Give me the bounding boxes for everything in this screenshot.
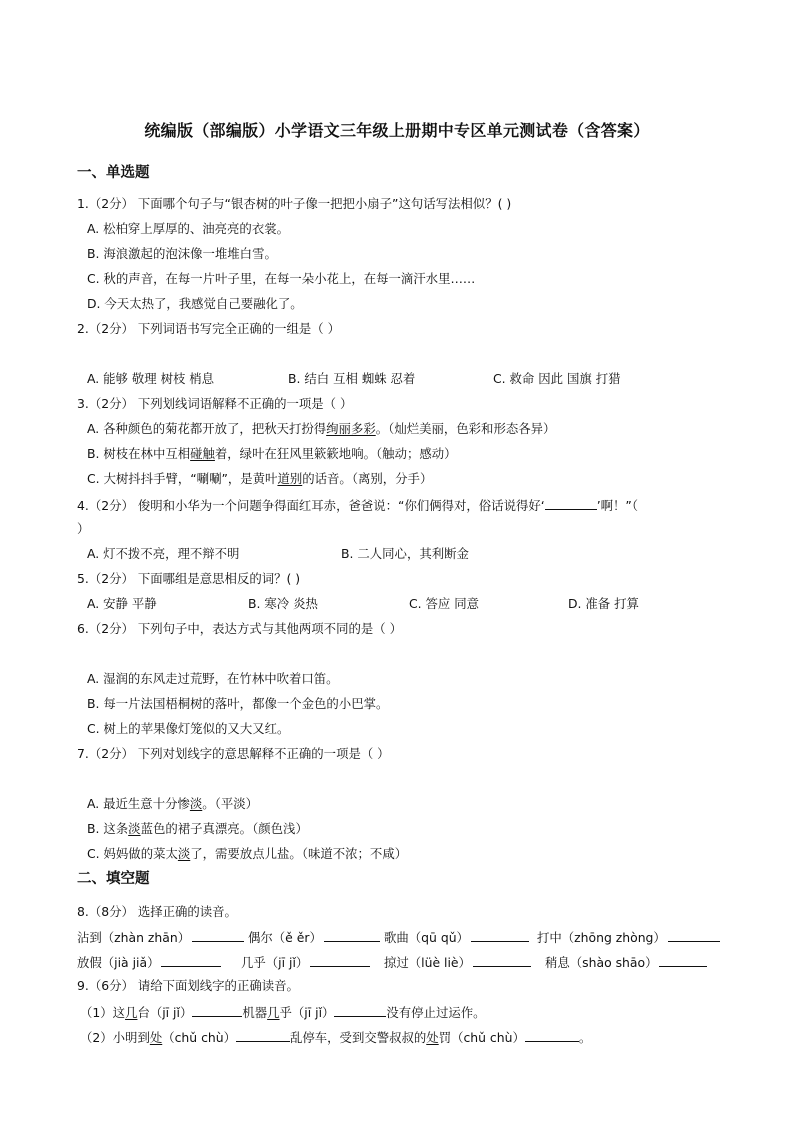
line-text: 机器 [242, 1005, 268, 1020]
answer-blank[interactable] [161, 952, 221, 967]
pinyin-word: 几乎（jī jǐ） [241, 955, 309, 970]
question-2-stem: 2.（2分） 下列词语书写完全正确的一组是（ ） [77, 321, 341, 336]
question-7-option-a[interactable] [87, 795, 258, 813]
question-1-option-b[interactable]: B. 海浪激起的泡沫像一堆堆白雪。 [87, 246, 277, 261]
option-text: 了，需要放点儿盐。（味道不浓；不咸） [190, 846, 408, 861]
underlined-char: 几 [267, 1005, 280, 1020]
answer-blank[interactable] [668, 927, 720, 942]
pinyin-item [384, 927, 529, 947]
answer-blank[interactable] [236, 1027, 290, 1042]
answer-blank[interactable] [545, 495, 597, 510]
option-text: B. 这条 [87, 821, 129, 836]
option-text: 。（灿烂美丽，色彩和形态各异） [375, 421, 556, 436]
question-5-stem: 5.（2分） 下面哪组是意思相反的词？( ) [77, 571, 301, 586]
question-9-stem: 9.（6分） 请给下面划线字的正确读音。 [77, 978, 299, 993]
underlined-char: 淡 [128, 821, 141, 836]
question-6-stem: 6.（2分） 下列句子中，表达方式与其他两项不同的是（ ） [77, 621, 402, 636]
underlined-word: 道别 [277, 471, 303, 486]
pinyin-word: 偶尔（ě ěr） [248, 930, 322, 945]
question-7-stem: 7.（2分） 下列对划线字的意思解释不正确的一项是（ ） [77, 746, 390, 761]
pinyin-word: 打中（zhōng zhòng） [537, 930, 666, 945]
answer-blank[interactable] [525, 1027, 579, 1042]
line-text: （1）这 [80, 1005, 126, 1020]
question-2-option-b[interactable]: B. 结白 互相 蜘蛛 忍着 [288, 371, 416, 386]
line-text: 没有停止过运作。 [386, 1005, 486, 1020]
question-1-stem: 1.（2分） 下面哪个句子与“银杏树的叶子像一把把小扇子”这句话写法相似？( ) [77, 196, 512, 211]
question-3-option-c[interactable] [87, 470, 432, 488]
question-3-option-a[interactable] [87, 420, 555, 438]
underlined-char: 淡 [189, 796, 203, 811]
line-text: 。 [578, 1030, 592, 1045]
question-1-option-d[interactable]: D. 今天太热了，我感觉自己要融化了。 [87, 296, 303, 311]
option-text: 。（平淡） [202, 796, 259, 811]
question-6-option-b[interactable]: B. 每一片法国梧桐树的落叶，都像一个金色的小巴掌。 [87, 696, 389, 711]
answer-blank[interactable] [473, 952, 531, 967]
stem-text: 4.（2分） 俊明和小华为一个问题争得面红耳赤，爸爸说：“你们俩得对，俗话说得好‘ [77, 498, 545, 513]
option-text: B. 树枝在林中互相 [87, 446, 191, 461]
question-9-line-1 [80, 1002, 486, 1022]
question-3-option-b[interactable] [87, 445, 457, 463]
pinyin-item [248, 927, 380, 947]
option-text: 的话音。（离别，分手） [302, 471, 433, 486]
pinyin-word: 沾到（zhàn zhān） [77, 930, 191, 945]
section-heading-single-choice: 一、单选题 [77, 164, 150, 181]
question-7-option-b[interactable] [87, 820, 308, 838]
question-4-option-a[interactable]: A. 灯不拨不亮，理不辩不明 [87, 546, 240, 561]
option-text: A. 最近生意十分惨 [87, 796, 190, 811]
question-8-stem: 8.（8分） 选择正确的读音。 [77, 904, 237, 919]
line-text: 台（jī jǐ） [137, 1005, 193, 1020]
question-5-option-c[interactable]: C. 答应 同意 [409, 596, 480, 611]
answer-blank[interactable] [471, 927, 529, 942]
underlined-char: 几 [125, 1005, 138, 1020]
option-text: 着，绿叶在狂风里簌簌地响。（触动；感动） [214, 446, 457, 461]
question-3-stem: 3.（2分） 下列划线词语解释不正确的一项是（ ） [77, 396, 353, 411]
pinyin-item [77, 952, 221, 972]
answer-blank[interactable] [324, 927, 380, 942]
question-4-stem [77, 495, 638, 515]
underlined-char: 处 [149, 1030, 163, 1045]
underlined-char: 处 [426, 1030, 439, 1045]
pinyin-item [241, 952, 370, 972]
answer-blank[interactable] [310, 952, 370, 967]
answer-blank[interactable] [192, 1002, 242, 1017]
stem-text: ’啊！”（ [596, 498, 639, 513]
question-5-option-d[interactable]: D. 准备 打算 [568, 596, 639, 611]
question-6-option-c[interactable]: C. 树上的苹果像灯笼似的又大又红。 [87, 721, 290, 736]
underlined-char: 淡 [177, 846, 191, 861]
answer-blank[interactable] [192, 927, 244, 942]
page-title: 统编版（部编版）小学语文三年级上册期中专区单元测试卷（含答案） [144, 121, 650, 140]
option-text: A. 各种颜色的菊花都开放了，把秋天打扮得 [87, 421, 327, 436]
question-4-option-b[interactable]: B. 二人同心，其利断金 [341, 546, 469, 561]
question-6-option-a[interactable]: A. 湿润的东风走过荒野，在竹林中吹着口笛。 [87, 671, 339, 686]
option-text: 蓝色的裙子真漂亮。（颜色浅） [140, 821, 308, 836]
pinyin-word: 歌曲（qū qǔ） [384, 930, 469, 945]
question-9-line-2 [80, 1027, 591, 1047]
pinyin-item [77, 927, 244, 947]
line-text: （chǔ chù） [162, 1030, 236, 1045]
line-text: （2）小明到 [80, 1030, 150, 1045]
option-text: C. 妈妈做的菜太 [87, 846, 178, 861]
question-1-option-a[interactable]: A. 松柏穿上厚厚的、油亮亮的衣裳。 [87, 221, 289, 236]
section-heading-fill-in: 二、填空题 [77, 870, 150, 887]
question-7-option-c[interactable] [87, 845, 407, 863]
line-text: 乱停车，受到交警叔叔的 [290, 1030, 427, 1045]
underlined-word: 碰触 [190, 446, 215, 461]
underlined-word: 绚丽多彩 [326, 421, 376, 436]
pinyin-word: 掠过（lüè liè） [384, 955, 471, 970]
pinyin-word: 放假（jià jiǎ） [77, 955, 160, 970]
question-5-option-a[interactable]: A. 安静 平静 [87, 596, 157, 611]
pinyin-word: 稍息（shào shāo） [545, 955, 658, 970]
option-text: C. 大树抖抖手臂，“唰唰”，是黄叶 [87, 471, 278, 486]
pinyin-item [537, 927, 720, 947]
question-1-option-c[interactable]: C. 秋的声音，在每一片叶子里，在每一朵小花上，在每一滴汗水里…… [87, 271, 476, 286]
line-text: 乎（jī jǐ） [279, 1005, 335, 1020]
answer-blank[interactable] [334, 1002, 386, 1017]
pinyin-item [384, 952, 531, 972]
question-5-option-b[interactable]: B. 寒冷 炎热 [248, 596, 318, 611]
pinyin-item [545, 952, 707, 972]
answer-blank[interactable] [659, 952, 707, 967]
question-2-option-a[interactable]: A. 能够 敬理 树枝 梢息 [87, 371, 215, 386]
question-4-stem-end: ） [77, 521, 90, 536]
question-2-option-c[interactable]: C. 救命 因此 国旗 打猎 [493, 371, 621, 386]
line-text: 罚（chǔ chù） [438, 1030, 525, 1045]
